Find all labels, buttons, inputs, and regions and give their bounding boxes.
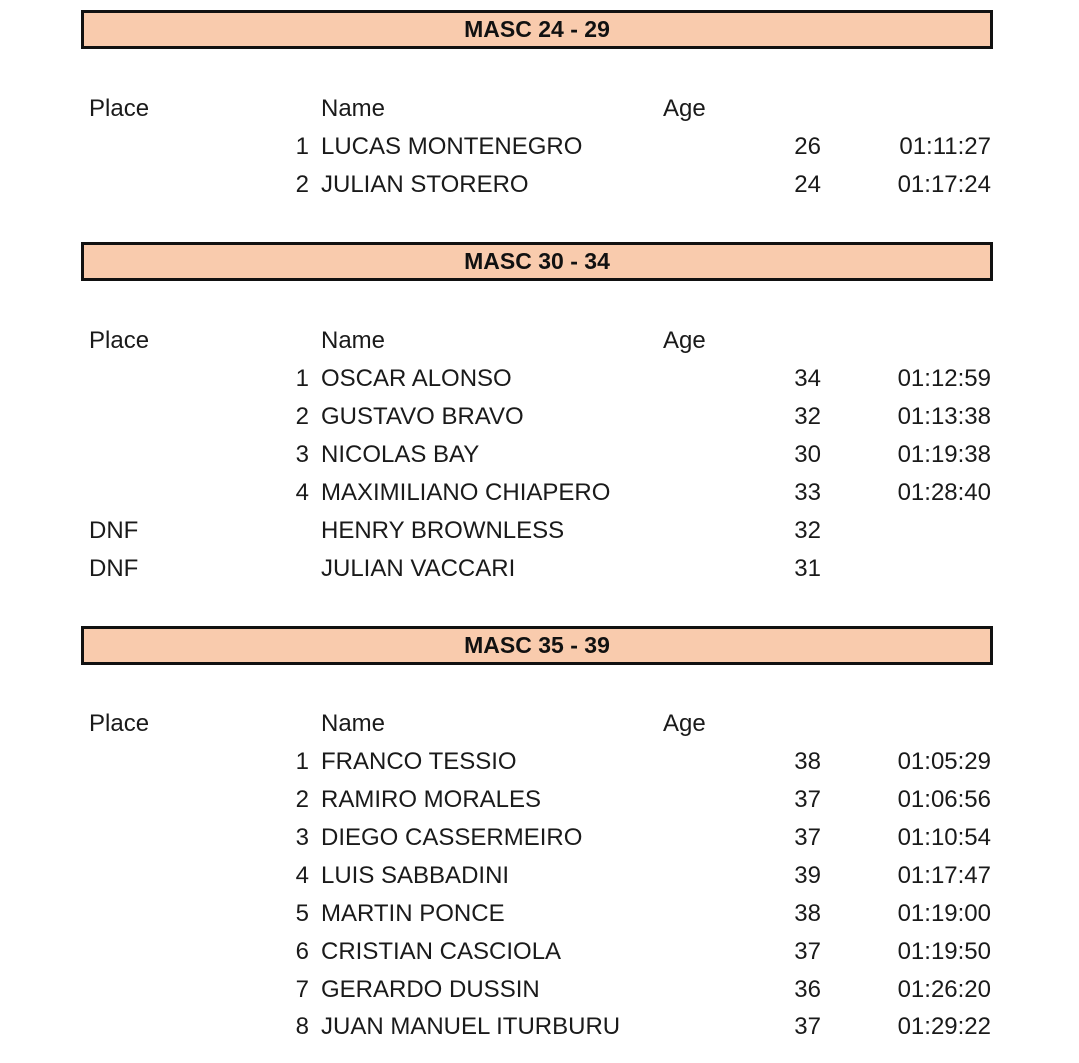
athlete-name: MAXIMILIANO CHIAPERO bbox=[321, 479, 611, 506]
header-name: Name bbox=[321, 710, 386, 737]
place-number: 4 bbox=[295, 479, 309, 506]
athlete-age: 32 bbox=[794, 517, 821, 544]
result-row bbox=[0, 362, 1079, 396]
finish-time: 01:12:59 bbox=[897, 365, 991, 392]
athlete-age: 38 bbox=[794, 900, 821, 927]
result-row bbox=[0, 438, 1079, 472]
place-number: 1 bbox=[295, 748, 309, 775]
place-number: 2 bbox=[295, 403, 309, 430]
athlete-age: 33 bbox=[794, 479, 821, 506]
place-number: 6 bbox=[295, 938, 309, 965]
athlete-name: DIEGO CASSERMEIRO bbox=[321, 824, 583, 851]
column-headers bbox=[0, 324, 1079, 358]
result-row bbox=[0, 1010, 1079, 1044]
finish-time: 01:19:50 bbox=[897, 938, 991, 965]
place-number: 1 bbox=[295, 133, 309, 160]
place-number: 4 bbox=[295, 862, 309, 889]
athlete-name: LUCAS MONTENEGRO bbox=[321, 133, 583, 160]
finish-time: 01:19:38 bbox=[897, 441, 991, 468]
result-row bbox=[0, 400, 1079, 434]
result-row bbox=[0, 745, 1079, 779]
athlete-age: 31 bbox=[794, 555, 821, 582]
finish-time: 01:06:56 bbox=[897, 786, 991, 813]
athlete-age: 37 bbox=[794, 1013, 821, 1040]
athlete-name: LUIS SABBADINI bbox=[321, 862, 510, 889]
category-header-masc-35-39: MASC 35 - 39 bbox=[81, 626, 993, 665]
place-number: 5 bbox=[295, 900, 309, 927]
athlete-age: 37 bbox=[794, 824, 821, 851]
place-number: 3 bbox=[295, 824, 309, 851]
athlete-name: GUSTAVO BRAVO bbox=[321, 403, 524, 430]
finish-time: 01:05:29 bbox=[897, 748, 991, 775]
result-row-dnf bbox=[0, 552, 1079, 586]
result-row bbox=[0, 897, 1079, 931]
athlete-age: 36 bbox=[794, 976, 821, 1003]
place-number: 3 bbox=[295, 441, 309, 468]
header-age: Age bbox=[663, 710, 706, 737]
category-header-masc-24-29: MASC 24 - 29 bbox=[81, 10, 993, 49]
result-row bbox=[0, 168, 1079, 202]
place-number: 8 bbox=[295, 1013, 309, 1040]
finish-time: 01:11:27 bbox=[899, 133, 991, 160]
athlete-name: OSCAR ALONSO bbox=[321, 365, 512, 392]
place-status: DNF bbox=[89, 555, 139, 582]
place-number: 2 bbox=[295, 786, 309, 813]
result-row bbox=[0, 130, 1079, 164]
athlete-age: 37 bbox=[794, 786, 821, 813]
finish-time: 01:26:20 bbox=[897, 976, 991, 1003]
place-number: 7 bbox=[295, 976, 309, 1003]
result-row bbox=[0, 973, 1079, 1007]
place-status: DNF bbox=[89, 517, 139, 544]
finish-time: 01:29:22 bbox=[897, 1013, 991, 1040]
athlete-age: 24 bbox=[794, 171, 821, 198]
header-name: Name bbox=[321, 327, 386, 354]
column-headers bbox=[0, 92, 1079, 126]
column-headers bbox=[0, 707, 1079, 741]
result-row bbox=[0, 476, 1079, 510]
category-header-masc-30-34: MASC 30 - 34 bbox=[81, 242, 993, 281]
result-row bbox=[0, 859, 1079, 893]
finish-time: 01:13:38 bbox=[897, 403, 991, 430]
finish-time: 01:19:00 bbox=[897, 900, 991, 927]
finish-time: 01:10:54 bbox=[897, 824, 991, 851]
finish-time: 01:17:47 bbox=[897, 862, 991, 889]
result-row bbox=[0, 783, 1079, 817]
athlete-age: 32 bbox=[794, 403, 821, 430]
athlete-name: JULIAN VACCARI bbox=[321, 555, 516, 582]
athlete-age: 26 bbox=[794, 133, 821, 160]
athlete-age: 39 bbox=[794, 862, 821, 889]
header-name: Name bbox=[321, 95, 386, 122]
result-row bbox=[0, 821, 1079, 855]
athlete-name: FRANCO TESSIO bbox=[321, 748, 517, 775]
athlete-age: 30 bbox=[794, 441, 821, 468]
result-row bbox=[0, 935, 1079, 969]
athlete-name: GERARDO DUSSIN bbox=[321, 976, 540, 1003]
athlete-name: MARTIN PONCE bbox=[321, 900, 505, 927]
header-age: Age bbox=[663, 95, 706, 122]
athlete-age: 37 bbox=[794, 938, 821, 965]
place-number: 1 bbox=[295, 365, 309, 392]
athlete-name: JULIAN STORERO bbox=[321, 171, 529, 198]
header-place: Place bbox=[89, 710, 150, 737]
header-age: Age bbox=[663, 327, 706, 354]
athlete-name: NICOLAS BAY bbox=[321, 441, 480, 468]
result-row-dnf bbox=[0, 514, 1079, 548]
athlete-name: JUAN MANUEL ITURBURU bbox=[321, 1013, 621, 1040]
finish-time: 01:28:40 bbox=[897, 479, 991, 506]
athlete-name: RAMIRO MORALES bbox=[321, 786, 542, 813]
athlete-name: CRISTIAN CASCIOLA bbox=[321, 938, 562, 965]
athlete-name: HENRY BROWNLESS bbox=[321, 517, 565, 544]
finish-time: 01:17:24 bbox=[897, 171, 991, 198]
athlete-age: 34 bbox=[794, 365, 821, 392]
place-number: 2 bbox=[295, 171, 309, 198]
athlete-age: 38 bbox=[794, 748, 821, 775]
header-place: Place bbox=[89, 327, 150, 354]
header-place: Place bbox=[89, 95, 150, 122]
